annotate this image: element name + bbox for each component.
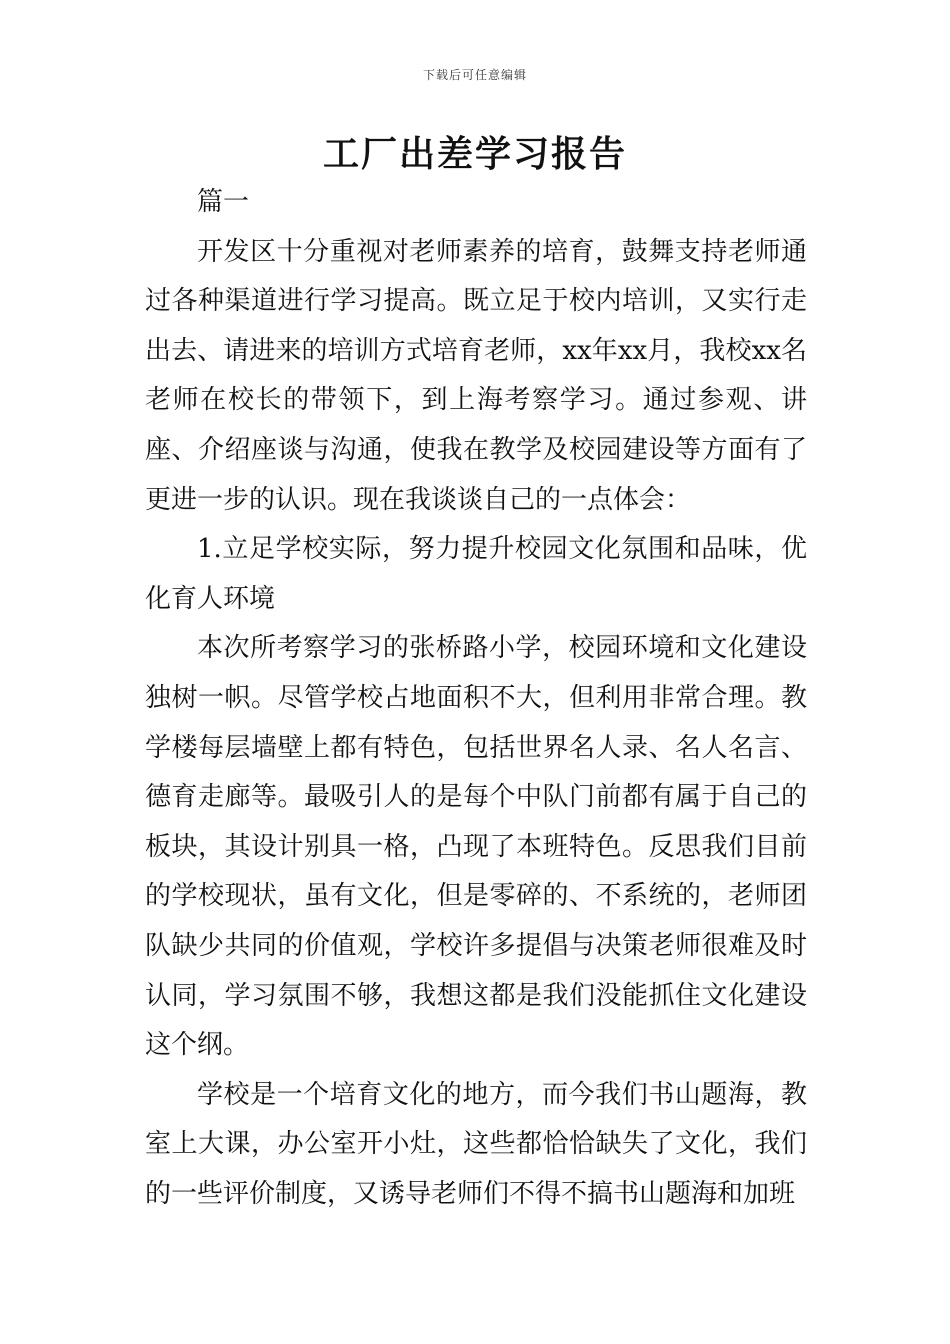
document-title: 工厂出差学习报告 bbox=[322, 134, 627, 175]
paragraph-reflection: 学校是一个培育文化的地方，而今我们书山题海，教室上大课，办公室开小灶，这些都恰恰缺失了文化，我们的一些评价制度，又诱导老师们不得不搞书山题海和加班 bbox=[145, 1079, 807, 1209]
paragraph-intro: 开发区十分重视对老师素养的培育，鼓舞支持老师通过各种渠道进行学习提高。既立足于校内培训，又实行走出去、请进来的培训方式培育老师，xx年xx月，我校xx名老师在校长的带领下，到上海考察学习。通过参观、讲座、介绍座谈与沟通，使我在教学及校园建设等方面有了更进一步的认识。现在我谈谈自己的一点体会： bbox=[145, 236, 807, 515]
paragraph-point-1: 1.立足学校实际，努力提升校园文化氛围和品味，优化育人环境 bbox=[145, 534, 807, 614]
section-heading: 篇一 bbox=[197, 187, 250, 217]
document-body bbox=[145, 178, 807, 1219]
header-note: 下载后可任意编辑 bbox=[422, 68, 527, 82]
paragraph-school-visit: 本次所考察学习的张桥路小学，校园环境和文化建设独树一帜。尽管学校占地面积不大，但利用非常合理。教学楼每层墙壁上都有特色，包括世界名人录、名人名言、德育走廊等。最吸引人的是每个中队门前都有属于自己的板块，其设计别具一格，凸现了本班特色。反思我们目前的学校现状，虽有文化，但是零碎的、不系统的，老师团队缺少共同的价值观，学校许多提倡与决策老师很难及时认同，学习氛围不够，我想这都是我们没能抓住文化建设这个纲。 bbox=[145, 633, 807, 1061]
